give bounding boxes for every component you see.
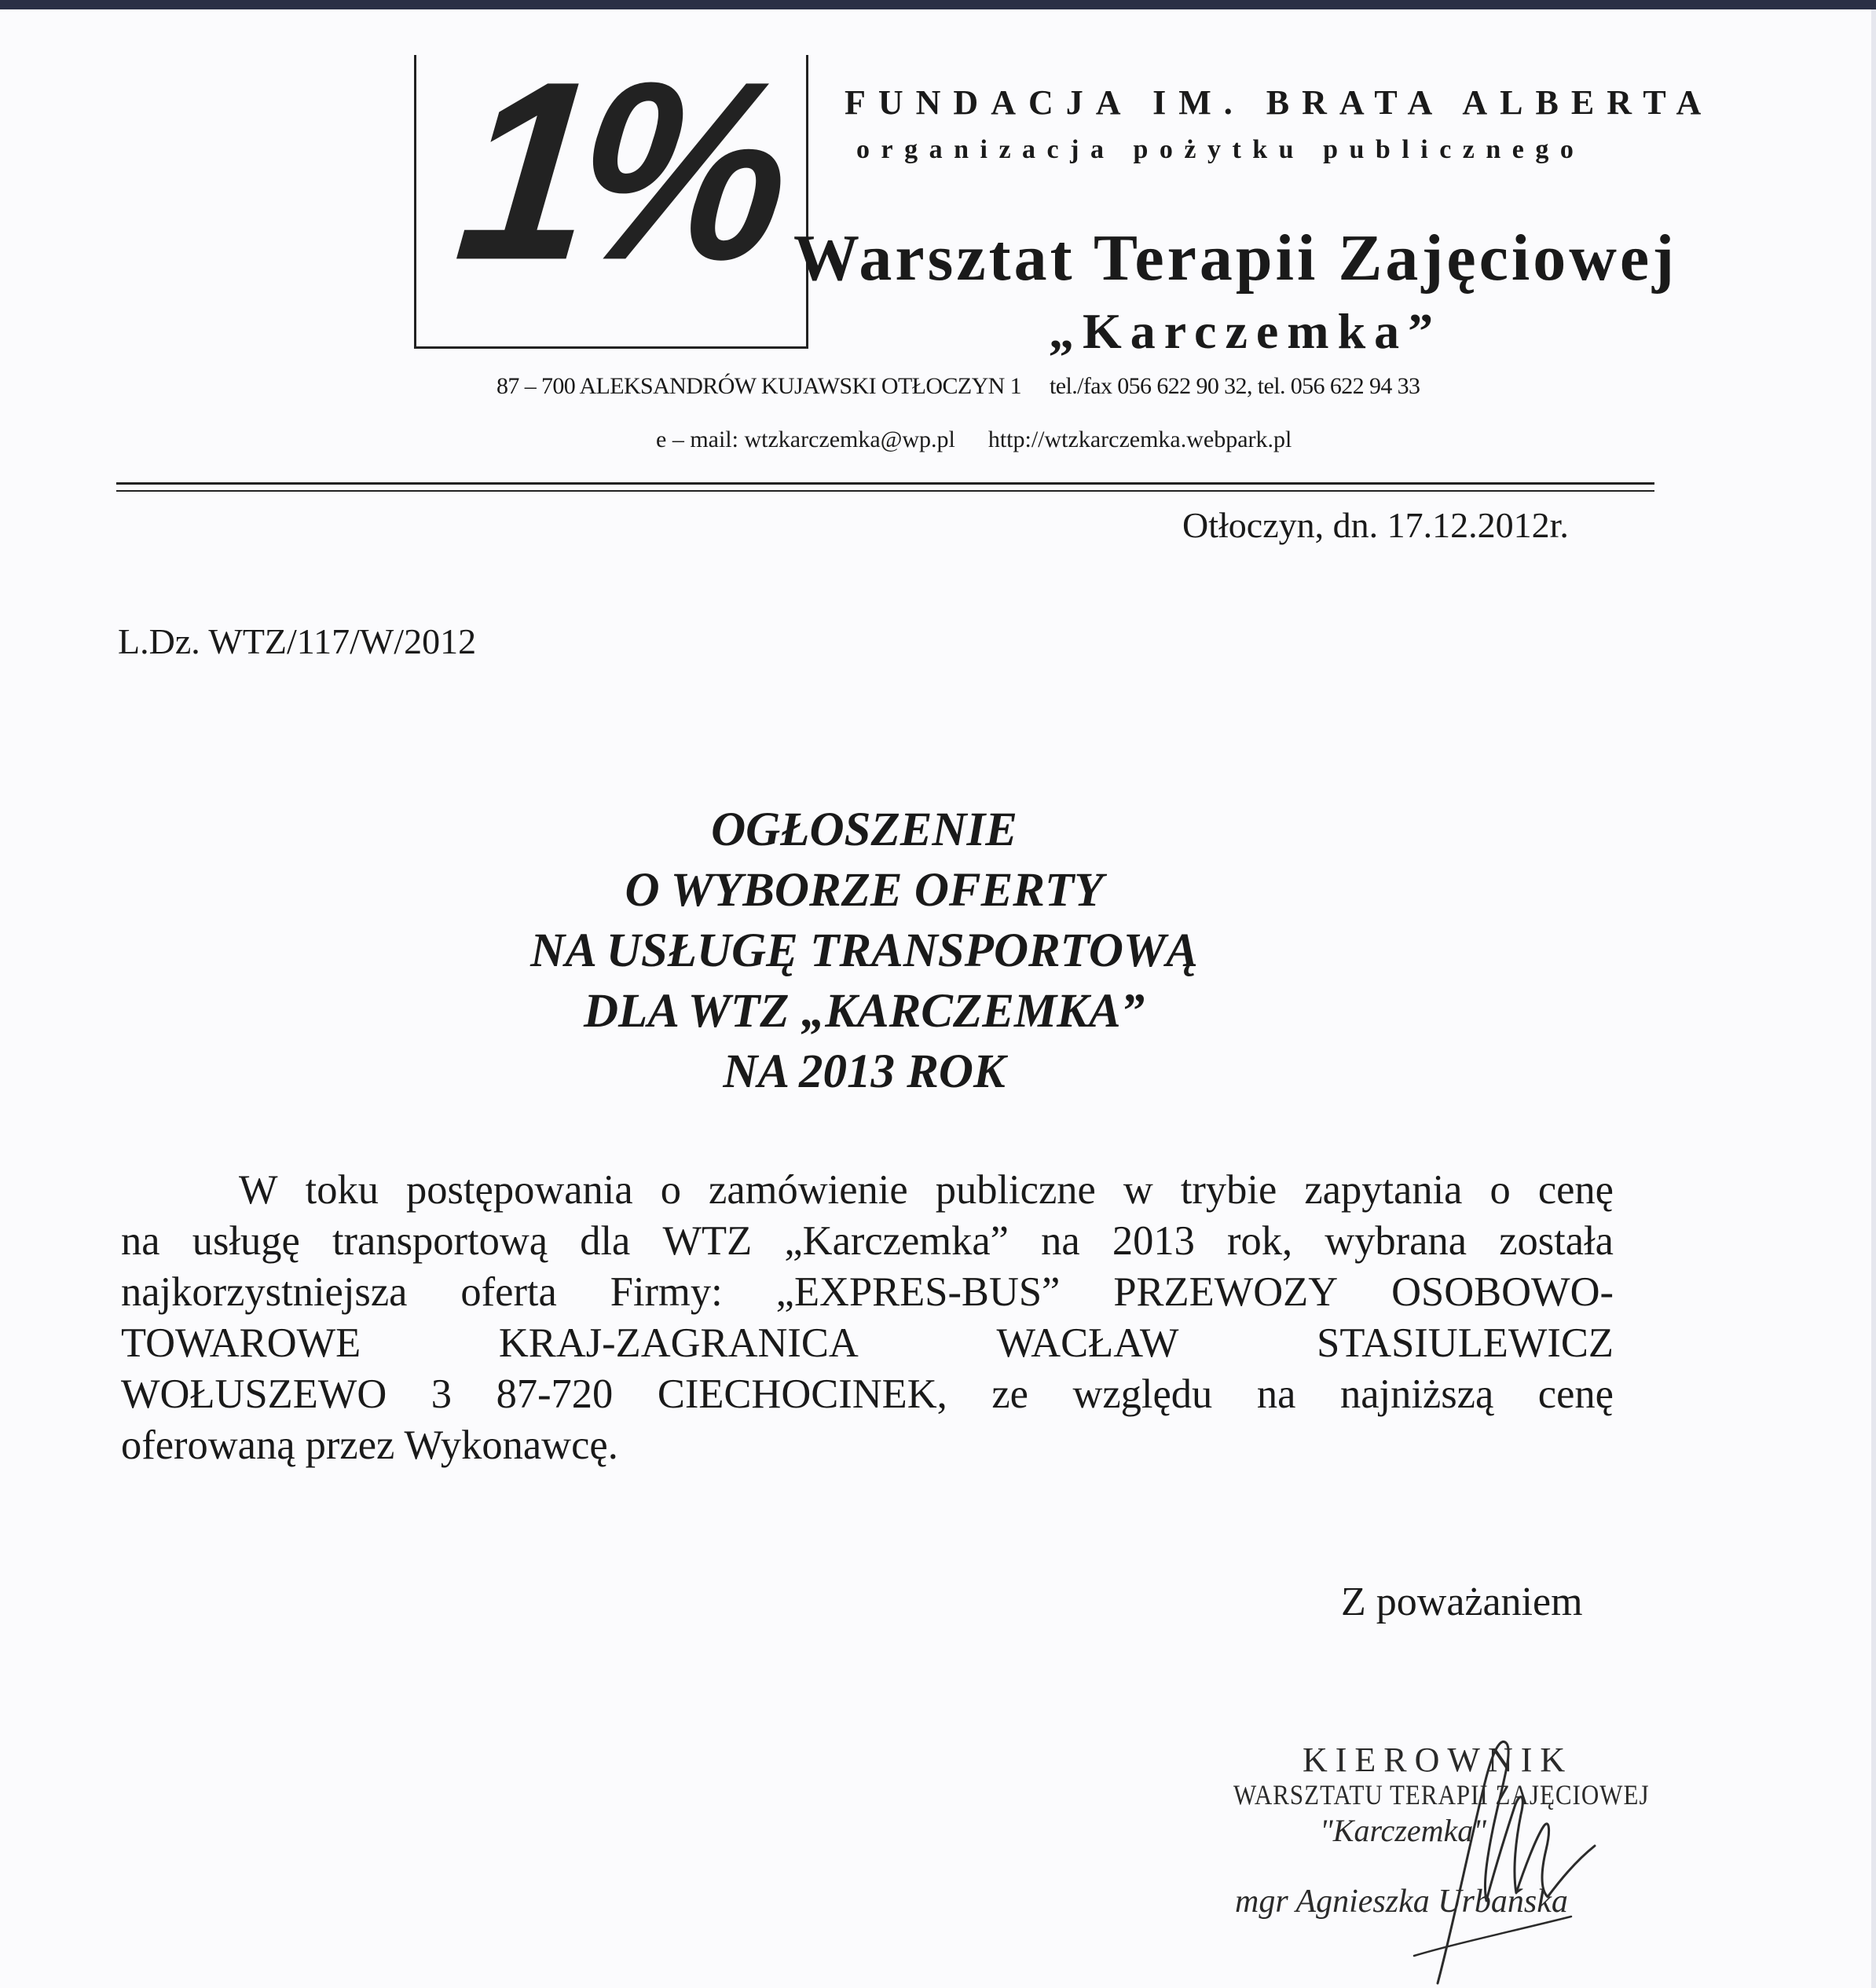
body-word: OSOBOWO- <box>1391 1269 1614 1315</box>
body-word: na <box>1041 1218 1080 1264</box>
body-word: najniższą <box>1339 1371 1494 1417</box>
body-word: WOŁUSZEWO <box>121 1371 387 1417</box>
body-word: trybie <box>1180 1167 1277 1213</box>
announcement-title <box>393 800 1336 1102</box>
body-word: toku <box>305 1167 379 1213</box>
body-line <box>121 1216 1614 1267</box>
header-divider <box>116 482 1654 485</box>
body-word: na <box>1256 1371 1296 1417</box>
body-word: o <box>660 1167 681 1213</box>
body-word: transportową <box>332 1218 548 1264</box>
body-word: W <box>239 1167 278 1213</box>
closing-phrase: Z poważaniem <box>1341 1580 1583 1624</box>
body-word: usługę <box>192 1218 300 1264</box>
body-word: cenę <box>1537 1167 1614 1213</box>
foundation-subtitle: organizacja pożytku publicznego <box>856 135 1585 164</box>
contact-line <box>656 427 1292 453</box>
body-word: Firmy: <box>610 1269 723 1315</box>
body-word: CIECHOCINEK, <box>657 1371 947 1417</box>
body-word: o <box>1489 1167 1511 1213</box>
postal-address: 87 – 700 ALEKSANDRÓW KUJAWSKI OTŁOCZYN 1 <box>496 373 1022 399</box>
workshop-name: „Karczemka” <box>1049 303 1442 359</box>
place-and-date: Otłoczyn, dn. 17.12.2012r. <box>1182 505 1569 545</box>
reference-number: L.Dz. WTZ/117/W/2012 <box>118 621 477 661</box>
body-word: 2013 <box>1112 1218 1195 1264</box>
body-line <box>121 1318 1614 1369</box>
title-line: DLA WTZ „KARCZEMKA” <box>583 985 1145 1038</box>
body-word: publiczne <box>935 1167 1096 1213</box>
website-link[interactable]: http://wtzkarczemka.webpark.pl <box>987 427 1292 452</box>
title-line: O WYBORZE OFERTY <box>625 864 1104 917</box>
phone-numbers: tel./fax 056 622 90 32, tel. 056 622 94 33 <box>1050 373 1420 399</box>
one-percent-logo: 1% <box>446 27 790 313</box>
email-address: e – mail: wtzkarczemka@wp.pl <box>656 427 955 452</box>
title-line: NA USŁUGĘ TRANSPORTOWĄ <box>530 924 1198 977</box>
body-word: została <box>1499 1218 1614 1264</box>
title-line: NA 2013 ROK <box>723 1045 1006 1098</box>
body-word: dla <box>580 1218 631 1264</box>
body-line <box>121 1165 1614 1216</box>
body-word: 87-720 <box>496 1371 614 1417</box>
address-line <box>496 373 1420 400</box>
body-word: oferta <box>460 1269 557 1315</box>
body-word: na <box>121 1218 160 1264</box>
foundation-name: FUNDACJA IM. BRATA ALBERTA <box>845 83 1714 122</box>
body-word: najkorzystniejsza <box>121 1269 408 1315</box>
body-word: rok, <box>1227 1218 1293 1264</box>
body-word: TOWAROWE <box>121 1320 361 1366</box>
signatory-name: mgr Agnieszka Urbańska <box>1235 1884 1568 1920</box>
body-line <box>121 1369 1614 1420</box>
body-word: WACŁAW <box>996 1320 1179 1366</box>
stamp-unit: WARSZTATU TERAPII ZAJĘCIOWEJ <box>1233 1779 1650 1811</box>
workshop-title: Warsztat Terapii Zajęciowej <box>793 221 1678 295</box>
stamp-workshop-name: "Karczemka" <box>1320 1813 1487 1848</box>
body-word: 3 <box>431 1371 453 1417</box>
body-word: zamówienie <box>709 1167 908 1213</box>
body-word: PRZEWOZY <box>1113 1269 1339 1315</box>
body-word: ze <box>991 1371 1028 1417</box>
body-word: STASIULEWICZ <box>1317 1320 1614 1366</box>
body-word: w <box>1123 1167 1153 1213</box>
body-word: wybrana <box>1325 1218 1467 1264</box>
letter-body <box>121 1165 1614 1471</box>
body-line: oferowaną przez Wykonawcę. <box>121 1422 618 1468</box>
body-word: zapytania <box>1304 1167 1463 1213</box>
body-line <box>121 1267 1614 1318</box>
header-divider-thin <box>116 490 1654 492</box>
body-word: KRAJ-ZAGRANICA <box>498 1320 859 1366</box>
body-word: postępowania <box>406 1167 633 1213</box>
body-word: „Karczemka” <box>784 1218 1009 1264</box>
body-word: WTZ <box>662 1218 753 1264</box>
handwritten-signature <box>1383 1720 1603 1987</box>
title-line: OGŁOSZENIE <box>711 804 1017 856</box>
scan-right-edge <box>1871 9 1876 1988</box>
body-word: cenę <box>1537 1371 1614 1417</box>
scan-top-edge <box>0 0 1876 9</box>
body-word: „EXPRES-BUS” <box>775 1269 1061 1315</box>
stamp-title: KIEROWNIK <box>1303 1741 1574 1779</box>
body-word: względu <box>1072 1371 1213 1417</box>
